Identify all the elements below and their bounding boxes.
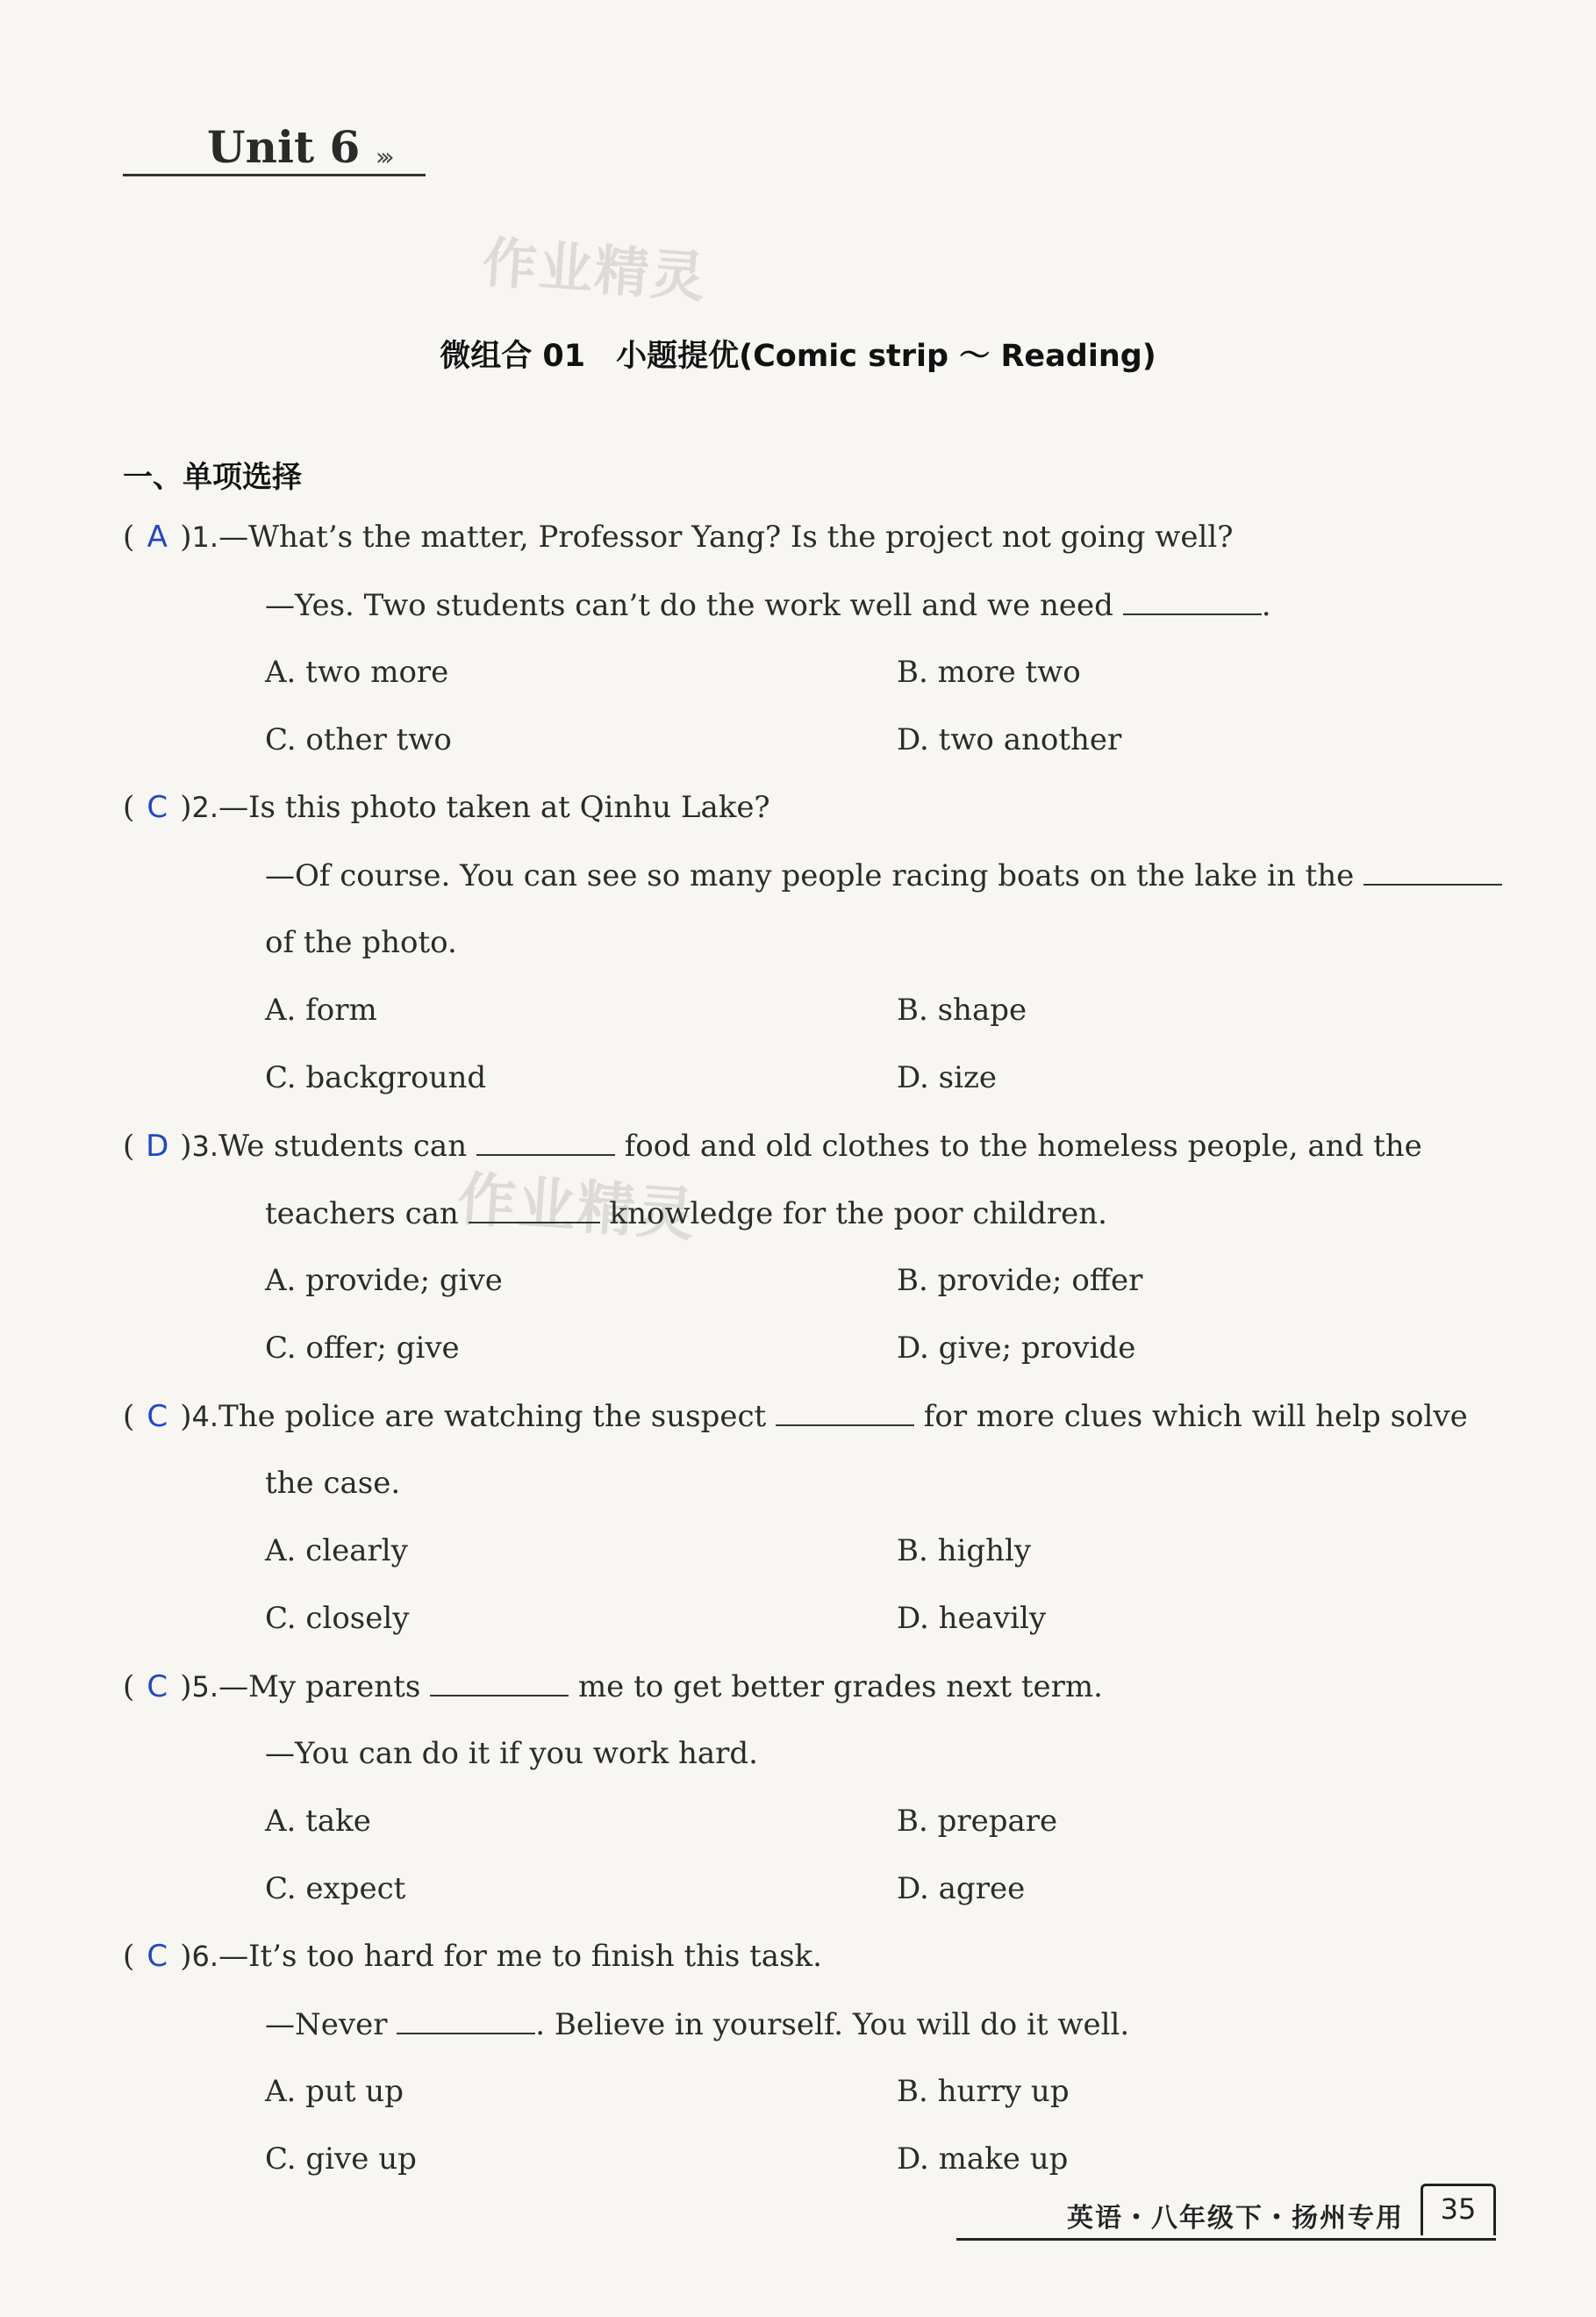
part-heading: 一、单项选择 [123,460,302,495]
question-text: food and old clothes to the homeless people, and the [624,1129,1422,1164]
answer-blank [476,1128,615,1156]
answer-1: A [147,520,168,555]
option: A. two more [265,655,449,690]
option: B. provide; offer [897,1263,1143,1298]
option: B. more two [897,655,1081,690]
answer-blank [1123,587,1262,615]
question-text: —Never [265,2007,388,2042]
question-text: —Yes. Two students can’t do the work well and we need [265,588,1113,623]
question-text: . Believe in yourself. You will do it well. [535,2007,1130,2042]
question-1-line2 [265,587,1271,623]
option: C. expect [265,1871,406,1906]
watermark: 作业精灵 [480,230,709,310]
question-number: 4. [191,1400,219,1433]
answer-4: C [147,1399,168,1434]
question-number: 6. [191,1940,219,1973]
question-text: The police are watching the suspect [218,1399,767,1434]
answer-blank [1363,857,1502,886]
option: C. other two [265,722,452,757]
option: D. agree [897,1871,1026,1906]
answer-blank [776,1398,914,1426]
chevrons-icon: ››› [376,142,390,171]
question-number: 5. [191,1670,219,1704]
option: D. size [897,1060,998,1095]
question-text: —What’s the matter, Professor Yang? Is the project not going well? [218,520,1234,555]
answer-blank [469,1195,600,1223]
question-text: for more clues which will help solve [923,1399,1468,1434]
option: D. heavily [897,1601,1047,1636]
question-text: me to get better grades next term. [577,1669,1103,1704]
option: B. highly [897,1533,1032,1568]
question-2-line3: of the photo. [265,925,457,960]
question-5: ( C )5.—My parents me to get better grades next term. [123,1669,1103,1704]
question-text: teachers can [265,1196,459,1231]
option: B. hurry up [897,2074,1070,2109]
option: B. prepare [897,1804,1058,1839]
question-text: —Of course. You can see so many people racing boats on the lake in the [265,858,1355,893]
page-footer [956,2189,1496,2241]
unit-title [123,123,426,176]
option: C. offer; give [265,1331,460,1366]
page-number: 35 [1421,2184,1496,2235]
option: A. form [265,993,377,1028]
option: C. background [265,1060,487,1095]
unit-title-text: Unit 6 [207,121,361,173]
question-text: —Is this photo taken at Qinhu Lake? [218,790,770,825]
option: D. give; provide [897,1331,1136,1366]
option: C. closely [265,1601,410,1636]
question-6-line2 [265,2006,1129,2042]
question-1: ( A )1.—What’s the matter, Professor Yang? Is the project not going well? [123,520,1234,555]
option: A. take [265,1804,371,1839]
question-3-line2 [265,1195,1107,1231]
answer-3: D [146,1129,169,1164]
question-2: ( C )2.—Is this photo taken at Qinhu Lake? [123,790,770,825]
question-3: ( D )3.We students can food and old clothes to the homeless people, and the [123,1129,1422,1164]
section-title: 微组合 01 小题提优(Comic strip ～ Reading) [440,339,1156,374]
question-4-line2: the case. [265,1466,401,1501]
question-5-line2: —You can do it if you work hard. [265,1736,758,1771]
answer-5: C [147,1669,168,1704]
question-4: ( C )4.The police are watching the suspect for more clues which will help solve [123,1399,1468,1434]
option: D. make up [897,2141,1069,2177]
answer-blank [397,2006,535,2034]
question-text: —It’s too hard for me to finish this task. [218,1939,822,1974]
option: B. shape [897,993,1027,1028]
question-text: knowledge for the poor children. [609,1196,1107,1231]
question-text: —My parents [218,1669,421,1704]
answer-6: C [147,1939,168,1974]
footer-text: 英语・八年级下・扬州专用 [1067,2203,1404,2234]
question-2-line2 [265,857,1502,893]
question-text: . [1261,588,1271,623]
watermark: 作业精灵 [455,1165,698,1250]
option: D. two another [897,722,1122,757]
answer-blank [430,1668,569,1697]
option: C. give up [265,2141,417,2177]
question-text: We students can [218,1129,468,1164]
option: A. provide; give [265,1263,503,1298]
option: A. put up [265,2074,404,2109]
question-number: 3. [191,1130,219,1163]
answer-2: C [147,790,168,825]
question-number: 1. [191,520,219,554]
question-number: 2. [191,791,219,824]
question-6: ( C )6.—It’s too hard for me to finish this task. [123,1939,822,1974]
option: A. clearly [265,1533,408,1568]
